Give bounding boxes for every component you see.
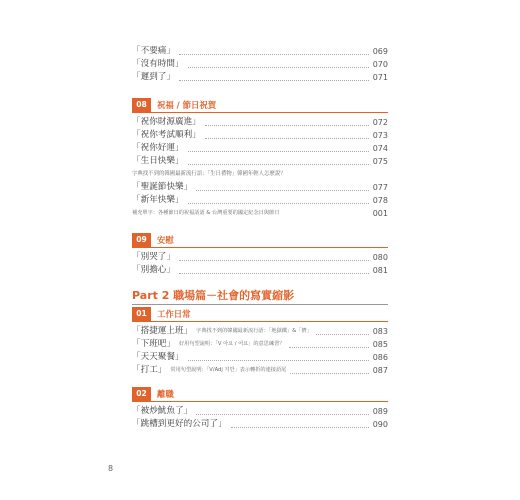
toc-entry <box>132 418 388 431</box>
toc-entry <box>132 351 388 364</box>
entry-title: 「別哭了」 <box>132 252 175 262</box>
toc-entry <box>132 194 388 207</box>
section-header <box>132 387 388 402</box>
entry-page: 090 <box>372 420 388 429</box>
entry-title: 「跳槽到更好的公司了」 <box>132 419 227 429</box>
leader-dots <box>179 272 369 274</box>
entry-title: 「沒有時間」 <box>132 59 184 69</box>
leader-dots <box>231 426 369 428</box>
entry-page: 070 <box>372 60 388 69</box>
entry-note: 常用句型說明：「V/Adj 지만」表示轉折的連接語尾 <box>170 367 287 373</box>
toc-entry <box>132 71 388 84</box>
entry-title: 「不要痛」 <box>132 46 175 56</box>
entry-title: 「新年快樂」 <box>132 195 184 205</box>
entry-page: 083 <box>372 327 388 336</box>
section-header <box>132 233 388 248</box>
section-name: 工作日常 <box>157 309 191 319</box>
entry-title: 「遲到了」 <box>132 72 175 82</box>
entry-title: 「祝你考試順利」 <box>132 130 201 140</box>
entry-page: 075 <box>372 157 388 166</box>
toc-entry <box>132 142 388 155</box>
toc-entry <box>132 155 388 168</box>
toc-entry <box>132 264 388 277</box>
entry-page: 077 <box>372 183 388 192</box>
entry-page: 072 <box>372 118 388 127</box>
entry-title: 「別擔心」 <box>132 265 175 275</box>
page-number: 8 <box>108 464 114 473</box>
leader-dots <box>179 53 369 55</box>
part-heading <box>132 285 388 305</box>
leader-dots <box>205 124 369 126</box>
section-header <box>132 307 388 322</box>
toc-sub-note: 補充單字：各種節日的祝福話語 & 台灣重要的國定紀念日與節日 <box>132 210 280 216</box>
leader-dots <box>188 66 369 68</box>
section-name: 離職 <box>157 389 174 399</box>
toc-entry <box>132 58 388 71</box>
leader-dots <box>196 189 369 191</box>
toc-entry <box>132 405 388 418</box>
leader-dots <box>188 359 369 361</box>
leader-dots <box>188 163 369 165</box>
leader-dots <box>179 259 369 261</box>
leader-dots <box>188 150 369 152</box>
section-name: 安慰 <box>157 235 174 245</box>
entry-page: 069 <box>372 47 388 56</box>
leader-dots <box>289 346 369 348</box>
entry-page: 078 <box>372 196 388 205</box>
section-number-badge: 08 <box>132 98 151 112</box>
entry-page: 080 <box>372 253 388 262</box>
toc-entry <box>132 116 388 129</box>
toc-sub-note-entry <box>132 207 388 220</box>
entry-page: 089 <box>372 407 388 416</box>
entry-page: 074 <box>372 144 388 153</box>
section-number-badge: 09 <box>132 233 151 247</box>
section-number-badge: 02 <box>132 387 151 401</box>
toc-entry <box>132 45 388 58</box>
entry-title: 「聖誕節快樂」 <box>132 182 193 192</box>
leader-dots <box>290 372 368 374</box>
entry-title: 「天天聚餐」 <box>132 352 184 362</box>
entry-title: 「祝你好運」 <box>132 143 184 153</box>
section-01 <box>132 307 388 377</box>
part-title: Part 2 職場篇－社會的寫實縮影 <box>132 289 295 302</box>
spacer <box>283 215 368 217</box>
entry-page: 086 <box>372 353 388 362</box>
entry-title: 「生日快樂」 <box>132 156 184 166</box>
entry-page: 073 <box>372 131 388 140</box>
entry-note: 好用句型說明：「V 아요 / 어요」的意思練習？ <box>178 341 285 347</box>
entry-page: 071 <box>372 73 388 82</box>
toc-entry <box>132 251 388 264</box>
entry-title: 「下班吧」 <box>132 339 175 349</box>
leader-dots <box>205 137 369 139</box>
toc-entry <box>132 181 388 194</box>
section-02 <box>132 387 388 431</box>
section-number-badge: 01 <box>132 307 151 321</box>
toc-entry <box>132 129 388 142</box>
leader-dots <box>179 79 369 81</box>
section-09 <box>132 233 388 277</box>
entry-page: 001 <box>372 209 388 218</box>
entry-page: 085 <box>372 340 388 349</box>
toc-entry <box>132 325 388 338</box>
section-name: 祝福 / 節日祝賀 <box>157 100 217 110</box>
leader-dots <box>196 413 369 415</box>
toc-entry <box>132 364 388 377</box>
leader-dots <box>316 333 369 335</box>
entry-title: 「祝你財源廣進」 <box>132 117 201 127</box>
toc-top-entries <box>132 45 388 84</box>
toc-entry <box>132 338 388 351</box>
entry-title: 「搭捷運上班」 <box>132 326 193 336</box>
entry-page: 087 <box>372 366 388 375</box>
entry-note: 字典找不到的韓國最新流行語：「地獄鐵」&「擠」 <box>196 328 312 334</box>
section-header <box>132 98 388 113</box>
section-08 <box>132 98 388 220</box>
entry-page: 081 <box>372 266 388 275</box>
entry-title: 「打工」 <box>132 365 167 375</box>
entry-title: 「被炒魷魚了」 <box>132 406 193 416</box>
toc-sub-note: 字典找不到的韓國最新流行語：「生日禮物」韓國年輕人怎麼說？ <box>132 171 286 177</box>
leader-dots <box>188 202 369 204</box>
